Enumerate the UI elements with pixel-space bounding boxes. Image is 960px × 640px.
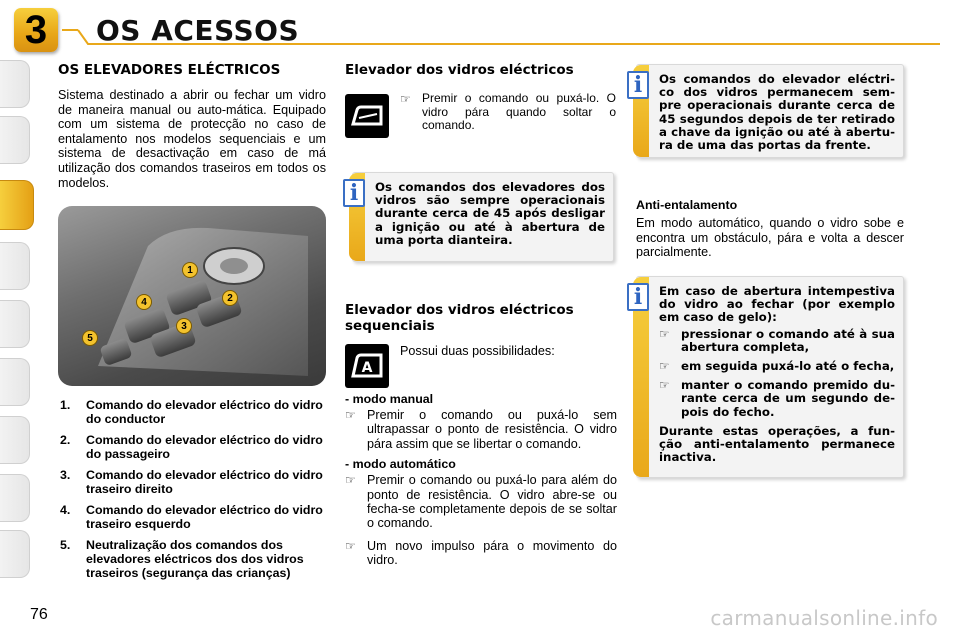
list-item: 5. Neutralização dos comandos dos elevadores eléctricos dos dos vidros traseiros (segurança das crianças)	[60, 538, 304, 580]
anti-trap-section	[636, 198, 904, 260]
page-title: OS ACESSOS	[96, 14, 300, 47]
chapter-badge	[14, 8, 58, 52]
info-text-block	[659, 285, 895, 464]
info-step: ☞ em seguida puxá-lo até o fecha,	[659, 359, 895, 374]
side-tab[interactable]	[0, 530, 30, 578]
sequential-switch-icon	[345, 344, 389, 388]
info-box-3	[633, 276, 904, 478]
watermark: carmanualsonline.info	[710, 606, 938, 630]
manual-mode-label: - modo manual	[345, 392, 434, 406]
modes-block	[345, 392, 617, 568]
list-item: 3. Comando do elevador eléctrico do vidro traseiro direito	[60, 468, 323, 496]
hand-pointer-icon: ☞	[659, 378, 670, 393]
side-tab[interactable]	[0, 358, 30, 406]
side-tabs	[0, 60, 36, 580]
info-icon: i	[627, 283, 649, 311]
manual-mode-bullet: ☞ Premir o comando ou puxá-lo sem ultrapassar o ponto de resistência. O vidro pára assim que se libertar o comando.	[345, 408, 617, 451]
side-tab[interactable]	[0, 116, 30, 164]
list-item: 4. Comando do elevador eléctrico do vidro traseiro esquerdo	[60, 503, 323, 531]
info-step: ☞ pressionar o comando até à sua abertura completa,	[659, 326, 895, 354]
info-outro: Durante estas operações, a fun-ção anti-entalamento permanece inactiva.	[659, 423, 895, 465]
section-heading: Elevador dos vidros eléctricos sequenciais	[345, 302, 574, 334]
hand-pointer-icon: ☞	[659, 326, 670, 341]
window-switch-icon	[345, 94, 389, 138]
side-tab[interactable]	[0, 474, 30, 522]
section-heading: Elevador dos vidros eléctricos	[345, 62, 574, 78]
hand-pointer-icon: ☞	[345, 408, 356, 422]
left-column	[58, 62, 326, 190]
possibilities-text: Possui duas possibilidades:	[400, 344, 555, 358]
side-tab[interactable]	[0, 242, 30, 290]
hand-pointer-icon: ☞	[659, 359, 670, 374]
callout-5: 5	[82, 330, 98, 346]
impulse-bullet: ☞ Um novo impulso pára o movimento do vidro.	[345, 538, 617, 568]
info-text: Os comandos dos elevadores dos vidros são sempre operacionais durante cerca de 45 após desligar a ignição ou até à abertura de uma porta dianteira.	[375, 180, 605, 247]
intro-paragraph: Sistema destinado a abrir ou fechar um vidro de maneira manual ou auto-mática. Equipado com um sistema de protecção no caso de entalamento nos modelos sequenciais e um sistema de desactivação em caso de má utilização dos comandos traseiros em todos os modelos.	[58, 88, 326, 190]
info-box-2	[633, 64, 904, 158]
door-switch-photo	[58, 206, 326, 386]
anti-trap-heading: Anti-entalamento	[636, 198, 738, 212]
chapter-number: 3	[24, 8, 48, 52]
anti-trap-text: Em modo automático, quando o vidro sobe e encontra um obstáculo, pára e volta a descer parcialmente.	[636, 216, 904, 260]
middle-heading-1-wrap	[345, 62, 617, 78]
door-panel-illustration	[58, 206, 326, 386]
side-tab[interactable]	[0, 60, 30, 108]
callout-1: 1	[182, 262, 198, 278]
side-tab[interactable]	[0, 416, 30, 464]
side-tab-active[interactable]	[0, 180, 34, 230]
middle-heading-2-wrap	[345, 302, 617, 334]
hand-pointer-icon: ☞	[345, 473, 356, 488]
info-icon: i	[627, 71, 649, 99]
info-text: Os comandos do elevador eléctri-co dos vidros permanecem sem-pre operacionais durante cerca de 45 segundos depois de ter retirado a chave da ignição ou até à abertu-ra de uma das portas da frente.	[659, 72, 895, 153]
callout-2: 2	[222, 290, 238, 306]
hand-pointer-icon: ☞	[400, 92, 411, 106]
info-box-1	[349, 172, 614, 262]
info-step: ☞ manter o comando premido du-rante cerca de um segundo de-pois do fecho.	[659, 378, 895, 419]
auto-mode-bullet: ☞ Premir o comando ou puxá-lo para além do ponto de resistência. O vidro abre-se ou fecha-se completamente depois de se soltar o comando.	[345, 473, 617, 531]
auto-mode-label: - modo automático	[345, 457, 456, 472]
list-item: 2. Comando do elevador eléctrico do vidro do passageiro	[60, 433, 323, 461]
page-number: 76	[30, 606, 48, 623]
info-intro: Em caso de abertura intempestiva do vidro ao fechar (por exemplo em caso de gelo):	[659, 284, 895, 325]
hand-pointer-icon: ☞	[345, 538, 356, 553]
svg-text:A: A	[361, 360, 373, 376]
bullet-basic: ☞ Premir o comando ou puxá-lo. O vidro pára quando soltar o comando.	[400, 91, 616, 133]
section-heading: OS ELEVADORES ELÉCTRICOS	[58, 62, 281, 78]
list-item: 1. Comando do elevador eléctrico do vidro do conductor	[60, 398, 323, 426]
side-tab[interactable]	[0, 300, 30, 348]
callout-3: 3	[176, 318, 192, 334]
controls-list	[58, 398, 328, 587]
info-icon: i	[343, 179, 365, 207]
callout-4: 4	[136, 294, 152, 310]
